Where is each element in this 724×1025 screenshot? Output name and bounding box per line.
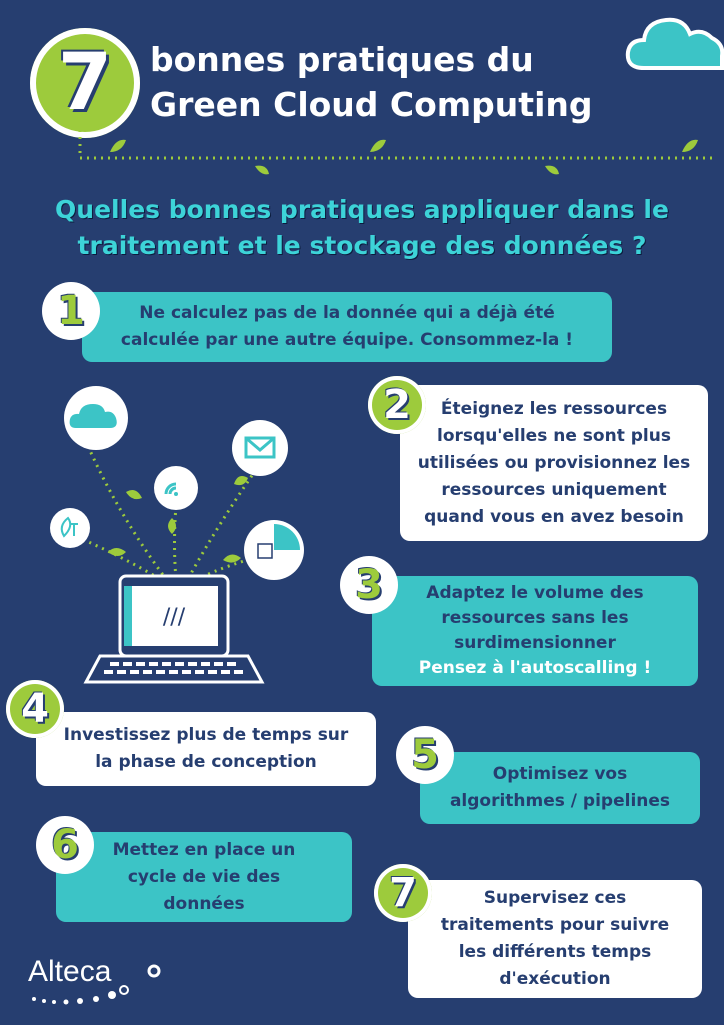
leaf-icon: [126, 490, 142, 499]
practice-7-line: traitements pour suivre: [440, 915, 670, 935]
leaf-icon: [234, 476, 248, 485]
leaf-icon: [545, 166, 559, 175]
subtitle-line-2: traitement et le stockage des données ?: [77, 231, 647, 260]
practice-6-line: Mettez en place un: [112, 839, 296, 860]
logo-circle-icon: [146, 963, 162, 979]
practice-5-line: algorithmes / pipelines: [449, 791, 671, 811]
practice-3-line: Pensez à l'autoscalling !: [418, 658, 652, 678]
practice-2-line: Éteignez les ressources: [440, 398, 668, 419]
practice-4-line: Investissez plus de temps sur: [63, 725, 349, 745]
vine-divider: [70, 130, 720, 175]
logo-dots-icon: [28, 985, 168, 1025]
practice-1-badge: 1: [42, 282, 100, 340]
practice-3-line: ressources sans les: [441, 608, 629, 628]
leaf-icon: [223, 554, 241, 562]
practice-6-line: données: [163, 893, 245, 914]
logo-text: Alteca: [28, 955, 112, 988]
practice-6-line: cycle de vie des: [127, 866, 281, 887]
header-number: 7: [57, 38, 113, 128]
subtitle-line-1: Quelles bonnes pratiques appliquer dans le: [55, 195, 669, 224]
cloud-icon: [622, 8, 724, 72]
practice-2-box: [400, 385, 708, 541]
practice-7-line: d'exécution: [499, 969, 611, 989]
practice-1-box: [82, 292, 612, 362]
cloud-network-illustration: [48, 384, 318, 684]
practice-1-line: Ne calculez pas de la donnée qui a déjà été: [139, 303, 555, 323]
title-line-1: bonnes pratiques du: [150, 40, 534, 79]
practice-3-box: [372, 576, 698, 686]
title-line-2: Green Cloud Computing: [150, 85, 593, 124]
practice-6-box: [56, 832, 352, 922]
practice-2-badge: 2: [368, 376, 426, 434]
practice-4-badge: 4: [6, 680, 64, 738]
leaf-icon: [108, 548, 126, 556]
practice-4-box: [36, 712, 376, 786]
practice-4-line: la phase de conception: [95, 752, 317, 772]
practice-7-line: Supervisez ces: [483, 888, 627, 908]
mail-icon: [232, 420, 288, 476]
practice-2-line: lorsqu'elles ne sont plus: [437, 425, 671, 446]
alteca-logo: [28, 955, 111, 989]
practice-6-badge: 6: [36, 816, 94, 874]
practice-2-line: utilisées ou provisionnez les: [417, 452, 691, 473]
leaf-icon: [110, 140, 126, 152]
practice-7-line: les différents temps: [458, 942, 652, 962]
header-number-badge: [30, 28, 140, 138]
practice-5-badge: 5: [396, 726, 454, 784]
practice-1-line: calculée par une autre équipe. Consommez-la !: [120, 330, 574, 350]
practice-2-line: ressources uniquement: [441, 479, 667, 500]
practice-7-badge: 7: [374, 864, 432, 922]
practice-2-line: quand vous en avez besoin: [424, 506, 684, 527]
practice-3-badge: 3: [340, 556, 398, 614]
practice-7-box: [408, 880, 702, 998]
leaf-icon: [682, 140, 698, 152]
practice-3-line: surdimensionner: [454, 633, 616, 653]
leaf-icon: [370, 140, 386, 152]
practice-3-line: Adaptez le volume des: [426, 583, 644, 603]
leaf-icon: [255, 166, 269, 175]
laptop-screen-text: ///: [162, 605, 186, 630]
practice-5-box: [420, 752, 700, 824]
practice-5-line: Optimisez vos: [492, 764, 628, 784]
